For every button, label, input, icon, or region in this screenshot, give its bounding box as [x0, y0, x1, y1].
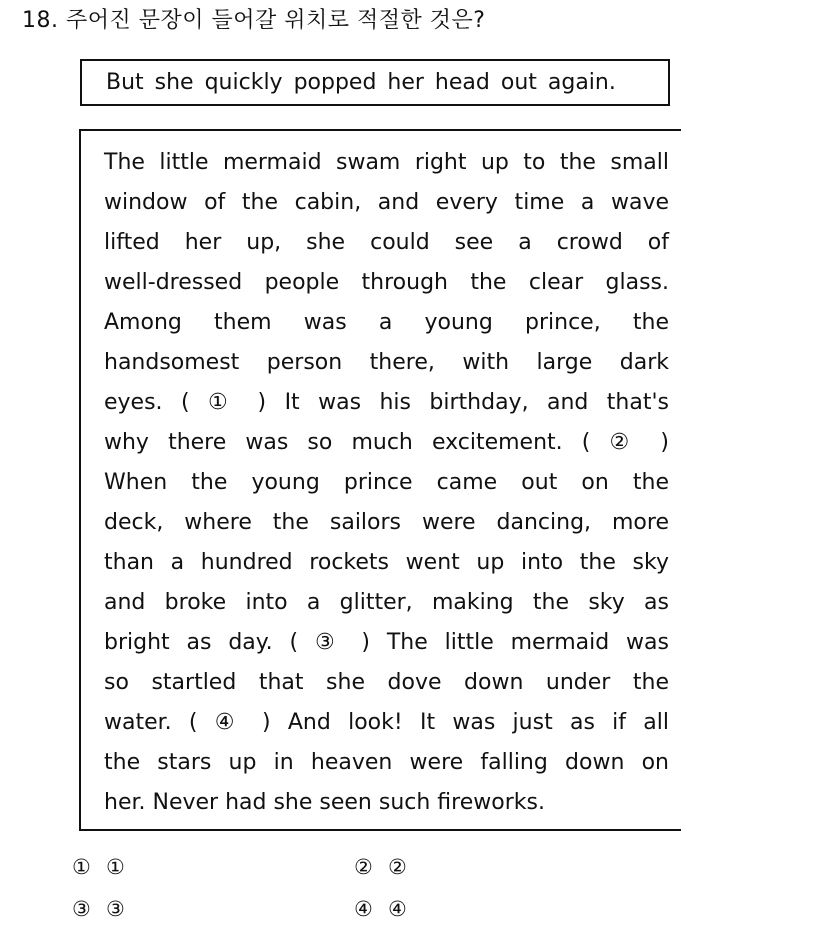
- passage-line: the stars up in heaven were falling down on: [104, 750, 669, 775]
- given-sentence-box: [80, 59, 670, 106]
- given-sentence: But she quickly popped her head out again.: [106, 70, 616, 95]
- question-title: 18. 주어진 문장이 들어갈 위치로 적절한 것은?: [22, 8, 486, 33]
- choice-number: ②: [354, 855, 373, 879]
- passage-line: and broke into a glitter, making the sky as: [104, 590, 669, 615]
- passage-line: handsomest person there, with large dark: [104, 350, 669, 375]
- passage-box: [79, 129, 681, 831]
- choice-text: ③: [106, 897, 125, 921]
- passage-line: When the young prince came out on the: [104, 470, 669, 495]
- passage-line: deck, where the sailors were dancing, more: [104, 510, 669, 535]
- passage-line: water. ( ④ ) And look! It was just as if all: [104, 710, 669, 735]
- passage-line: than a hundred rockets went up into the sky: [104, 550, 669, 575]
- passage-line: lifted her up, she could see a crowd of: [104, 230, 669, 255]
- passage-line: why there was so much excitement. ( ② ): [104, 430, 669, 455]
- passage-line: well-dressed people through the clear glass.: [104, 270, 669, 295]
- choice-1[interactable]: [72, 852, 125, 882]
- choice-3[interactable]: [72, 894, 125, 924]
- choice-number: ③: [72, 897, 91, 921]
- passage-line: Among them was a young prince, the: [104, 310, 669, 335]
- choice-text: ④: [388, 897, 407, 921]
- passage-line: window of the cabin, and every time a wave: [104, 190, 669, 215]
- choice-text: ②: [388, 855, 407, 879]
- choice-4[interactable]: [354, 894, 407, 924]
- choice-text: ①: [106, 855, 125, 879]
- passage-line: her. Never had she seen such fireworks.: [104, 790, 545, 815]
- choice-number: ④: [354, 897, 373, 921]
- choice-2[interactable]: [354, 852, 407, 882]
- choice-number: ①: [72, 855, 91, 879]
- passage-line: The little mermaid swam right up to the small: [104, 150, 669, 175]
- passage-line: so startled that she dove down under the: [104, 670, 669, 695]
- passage-line: eyes. ( ① ) It was his birthday, and that's: [104, 390, 669, 415]
- passage-line: bright as day. ( ③ ) The little mermaid was: [104, 630, 669, 655]
- passage: [104, 143, 669, 823]
